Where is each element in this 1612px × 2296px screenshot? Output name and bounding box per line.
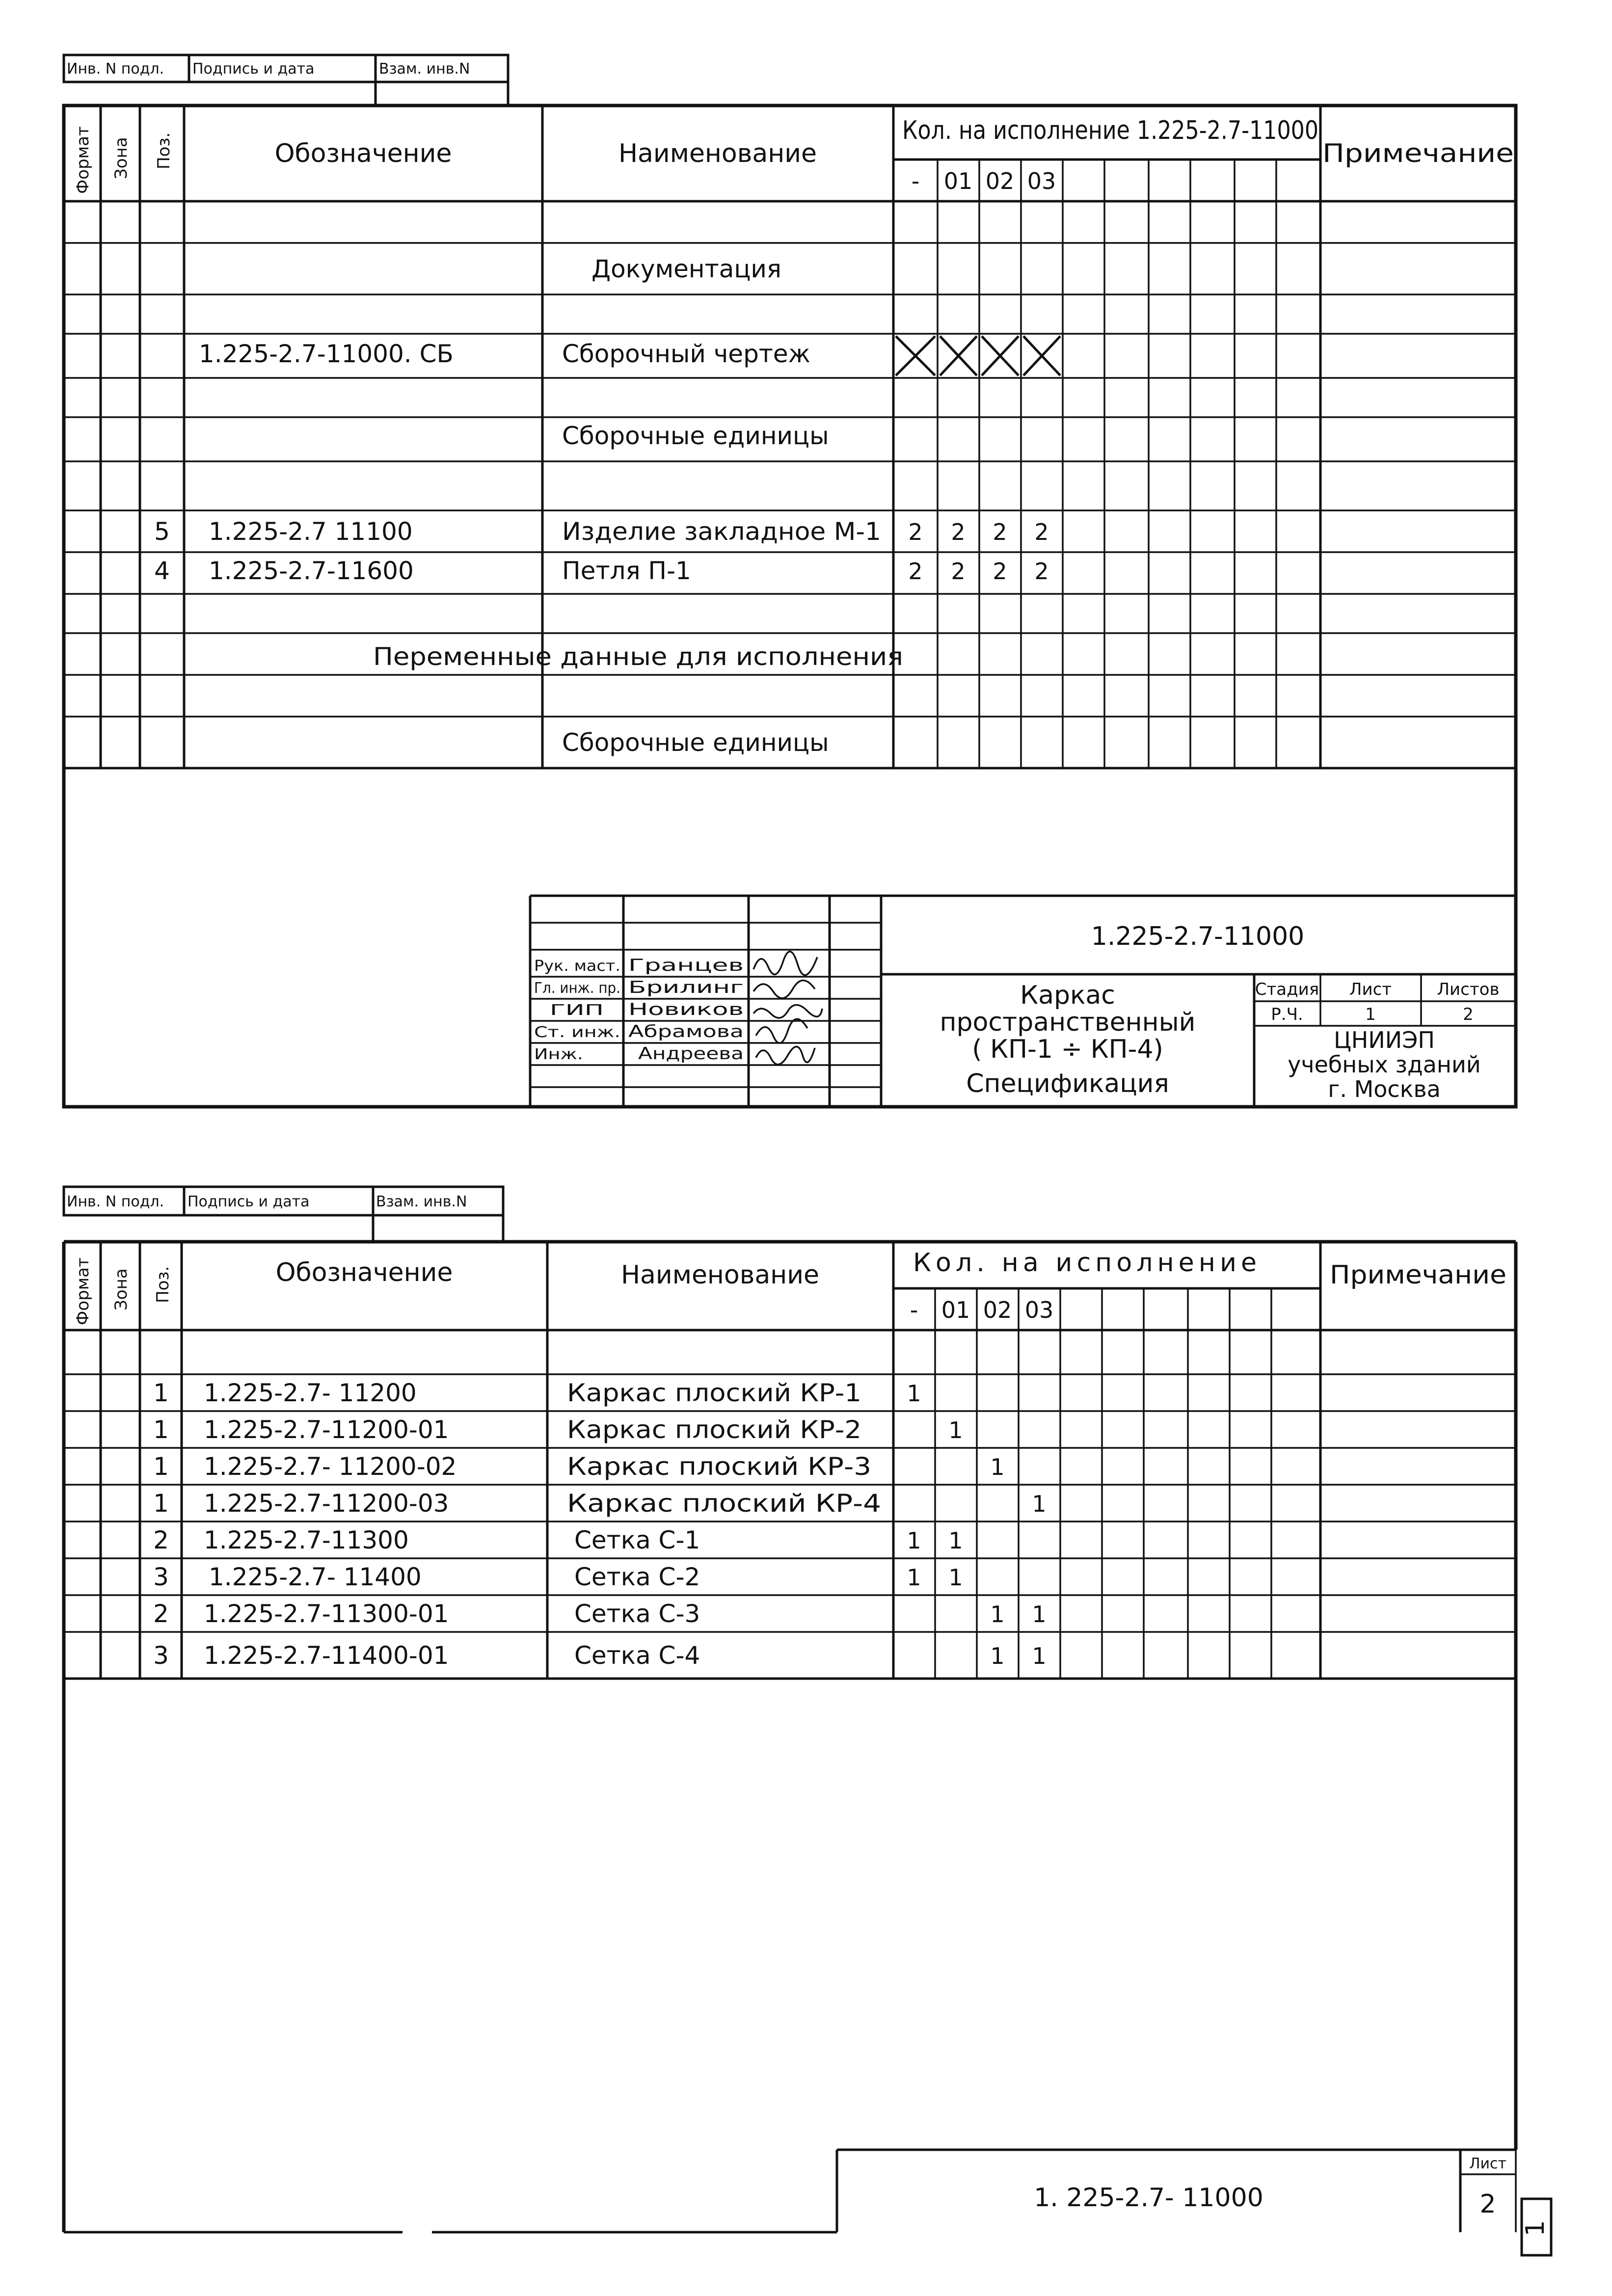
qty-cell: 2 <box>993 519 1007 545</box>
pos-cell: 2 <box>153 1600 169 1628</box>
name-cell: Сетка С-1 <box>574 1526 700 1554</box>
section-variable-data: Переменные данные для исполнения <box>373 642 903 671</box>
archive-stamp-2 <box>64 1187 503 1242</box>
sheet-value: 2 <box>1479 2189 1496 2219</box>
name-cell: Каркас плоский КР-2 <box>567 1415 861 1444</box>
variant-02: 02 <box>983 1297 1012 1323</box>
qty-cell: 2 <box>908 519 923 545</box>
name-cell: Изделие закладное М-1 <box>562 517 881 546</box>
pos-cell: 1 <box>153 1489 169 1518</box>
handwritten-signatures <box>753 952 822 1065</box>
name-cell: Сетка С-2 <box>574 1563 700 1591</box>
qty-cell: 1 <box>907 1527 921 1554</box>
sheets-label: Листов <box>1437 980 1500 999</box>
table-row <box>199 336 1060 375</box>
header-zone: Зона <box>111 1268 131 1310</box>
header-note: Примечание <box>1322 139 1514 168</box>
archive-stamp-1 <box>64 55 508 106</box>
name-cell: Сборочный чертеж <box>562 340 810 368</box>
sheet-2 <box>64 1187 1551 2255</box>
signer-name: Новиков <box>628 1000 744 1019</box>
sheet-value: 1 <box>1365 1005 1376 1024</box>
footer-block-2 <box>64 2150 1516 2232</box>
signer-role: Гл. инж. пр. <box>534 980 620 997</box>
sheet-label: Лист <box>1469 2155 1507 2172</box>
doc-number: 1. 225-2.7- 11000 <box>1034 2183 1263 2213</box>
pos-cell: 1 <box>153 1415 169 1444</box>
signer-role: Инж. <box>534 1046 583 1063</box>
pos-cell: 5 <box>154 517 170 546</box>
header-designation: Обозначение <box>275 1258 453 1287</box>
header-note: Примечание <box>1330 1260 1506 1290</box>
table-row <box>153 1641 1047 1670</box>
designation-cell: 1.225-2.7- 11200 <box>204 1379 417 1407</box>
qty-cell: 2 <box>908 558 923 585</box>
spec-table-2 <box>64 1242 1516 1679</box>
page-marker <box>1521 2199 1551 2255</box>
table-row <box>154 557 1049 585</box>
stage-label: Стадия <box>1255 980 1319 999</box>
name-cell: Петля П-1 <box>562 557 691 585</box>
qty-cell: 2 <box>951 519 966 545</box>
org-line: учебных зданий <box>1288 1051 1481 1078</box>
section-assembly-units-2: Сборочные единицы <box>562 728 829 757</box>
variant-01: 01 <box>941 1297 970 1323</box>
stage-value: Р.Ч. <box>1271 1005 1303 1024</box>
title-line: пространственный <box>940 1008 1196 1037</box>
section-assembly-units: Сборочные единицы <box>562 422 829 450</box>
table-row <box>153 1379 921 1407</box>
designation-cell: 1.225-2.7-11300-01 <box>204 1600 449 1628</box>
header-pos: Поз. <box>154 132 174 169</box>
not-applicable-cross-marks <box>896 336 1060 375</box>
pos-cell: 3 <box>153 1563 169 1591</box>
signer-name: Брилинг <box>628 978 744 997</box>
section-documentation: Документация <box>591 255 781 283</box>
table-row <box>153 1452 1005 1481</box>
variant-03: 03 <box>1024 1297 1054 1323</box>
title-block-1 <box>530 896 1516 1107</box>
designation-cell: 1.225-2.7-11200-01 <box>204 1415 449 1444</box>
name-cell: Каркас плоский КР-1 <box>567 1379 861 1407</box>
designation-cell: 1.225-2.7-11600 <box>209 557 414 585</box>
sheet-label: Лист <box>1349 980 1392 999</box>
header-format: Формат <box>73 1257 93 1325</box>
pos-cell: 4 <box>154 557 170 585</box>
spec-table-1 <box>64 106 1516 768</box>
name-cell: Сетка С-4 <box>574 1641 700 1670</box>
stamp-replace-label: Взам. инв.N <box>379 60 470 78</box>
qty-cell: 2 <box>1034 519 1049 545</box>
designation-cell: 1.225-2.7-11300 <box>204 1526 409 1554</box>
page-marker-value: 1 <box>1521 2220 1550 2237</box>
qty-cell: 1 <box>948 1527 963 1554</box>
stamp-sign-label: Подпись и дата <box>188 1193 310 1210</box>
stamp-inv-label: Инв. N подл. <box>67 60 164 78</box>
table-row <box>154 517 1049 546</box>
title-line: Каркас <box>1020 981 1115 1010</box>
table-row <box>153 1526 963 1554</box>
table-row <box>153 1415 963 1444</box>
qty-cell: 2 <box>951 558 966 585</box>
variant-base: - <box>910 1297 918 1323</box>
sheet-1 <box>64 55 1516 1107</box>
pos-cell: 1 <box>153 1452 169 1481</box>
org-line: ЦНИИЭП <box>1334 1027 1435 1053</box>
designation-cell: 1.225-2.7-11400-01 <box>204 1641 449 1670</box>
header-designation: Обозначение <box>274 139 452 168</box>
header-zone: Зона <box>111 137 131 179</box>
qty-cell: 1 <box>1032 1643 1047 1669</box>
qty-cell: 1 <box>990 1601 1005 1628</box>
designation-cell: 1.225-2.7-11000. СБ <box>199 340 454 368</box>
header-format: Формат <box>73 126 93 194</box>
signer-name: Гранцев <box>628 956 744 975</box>
name-cell: Сетка С-3 <box>574 1600 700 1628</box>
header-qty: Кол. на исполнение <box>913 1248 1257 1278</box>
table-row <box>153 1600 1047 1628</box>
sheets-value: 2 <box>1463 1005 1474 1024</box>
qty-cell: 1 <box>1032 1491 1047 1517</box>
signer-role: Рук. маст. <box>534 958 620 975</box>
header-pos: Поз. <box>153 1266 173 1303</box>
designation-cell: 1.225-2.7-11200-03 <box>204 1489 449 1518</box>
designation-cell: 1.225-2.7- 11200-02 <box>204 1452 457 1481</box>
variant-03: 03 <box>1027 168 1056 194</box>
header-name: Наименование <box>620 1260 820 1290</box>
org-line: г. Москва <box>1328 1076 1441 1102</box>
header-name: Наименование <box>618 139 817 168</box>
qty-cell: 1 <box>907 1564 921 1591</box>
stamp-sign-label: Подпись и дата <box>192 60 315 78</box>
doc-number: 1.225-2.7-11000 <box>1091 922 1305 951</box>
stamp-replace-label: Взам. инв.N <box>376 1193 467 1210</box>
stamp-inv-label: Инв. N подл. <box>67 1193 164 1210</box>
qty-cell: 1 <box>907 1380 921 1407</box>
variant-01: 01 <box>943 168 973 194</box>
variant-base: - <box>911 168 920 194</box>
signer-role: Ст. инж. <box>534 1024 620 1041</box>
title-line: Спецификация <box>966 1069 1169 1098</box>
header-qty: Кол. на исполнение 1.225-2.7-11000 <box>902 116 1318 145</box>
designation-cell: 1.225-2.7- 11400 <box>209 1563 422 1591</box>
signer-role: ГИП <box>550 1002 604 1019</box>
variant-02: 02 <box>985 168 1015 194</box>
qty-cell: 1 <box>990 1643 1005 1669</box>
sheet-1-frame <box>64 106 1516 1107</box>
name-cell: Каркас плоский КР-4 <box>567 1489 881 1518</box>
designation-cell: 1.225-2.7 11100 <box>209 517 413 546</box>
title-line: ( КП-1 ÷ КП-4) <box>972 1035 1163 1064</box>
qty-cell: 1 <box>1032 1601 1047 1628</box>
name-cell: Каркас плоский КР-3 <box>567 1452 871 1481</box>
pos-cell: 3 <box>153 1641 169 1670</box>
qty-cell: 1 <box>948 1564 963 1591</box>
signer-name: Абрамова <box>628 1022 744 1041</box>
signer-name: Андреева <box>638 1044 744 1064</box>
table-row <box>153 1563 963 1591</box>
table-row <box>153 1489 1047 1518</box>
qty-cell: 2 <box>1034 558 1049 585</box>
pos-cell: 1 <box>153 1379 169 1407</box>
qty-cell: 1 <box>990 1454 1005 1480</box>
pos-cell: 2 <box>153 1526 169 1554</box>
qty-cell: 2 <box>993 558 1007 585</box>
qty-cell: 1 <box>948 1417 963 1443</box>
